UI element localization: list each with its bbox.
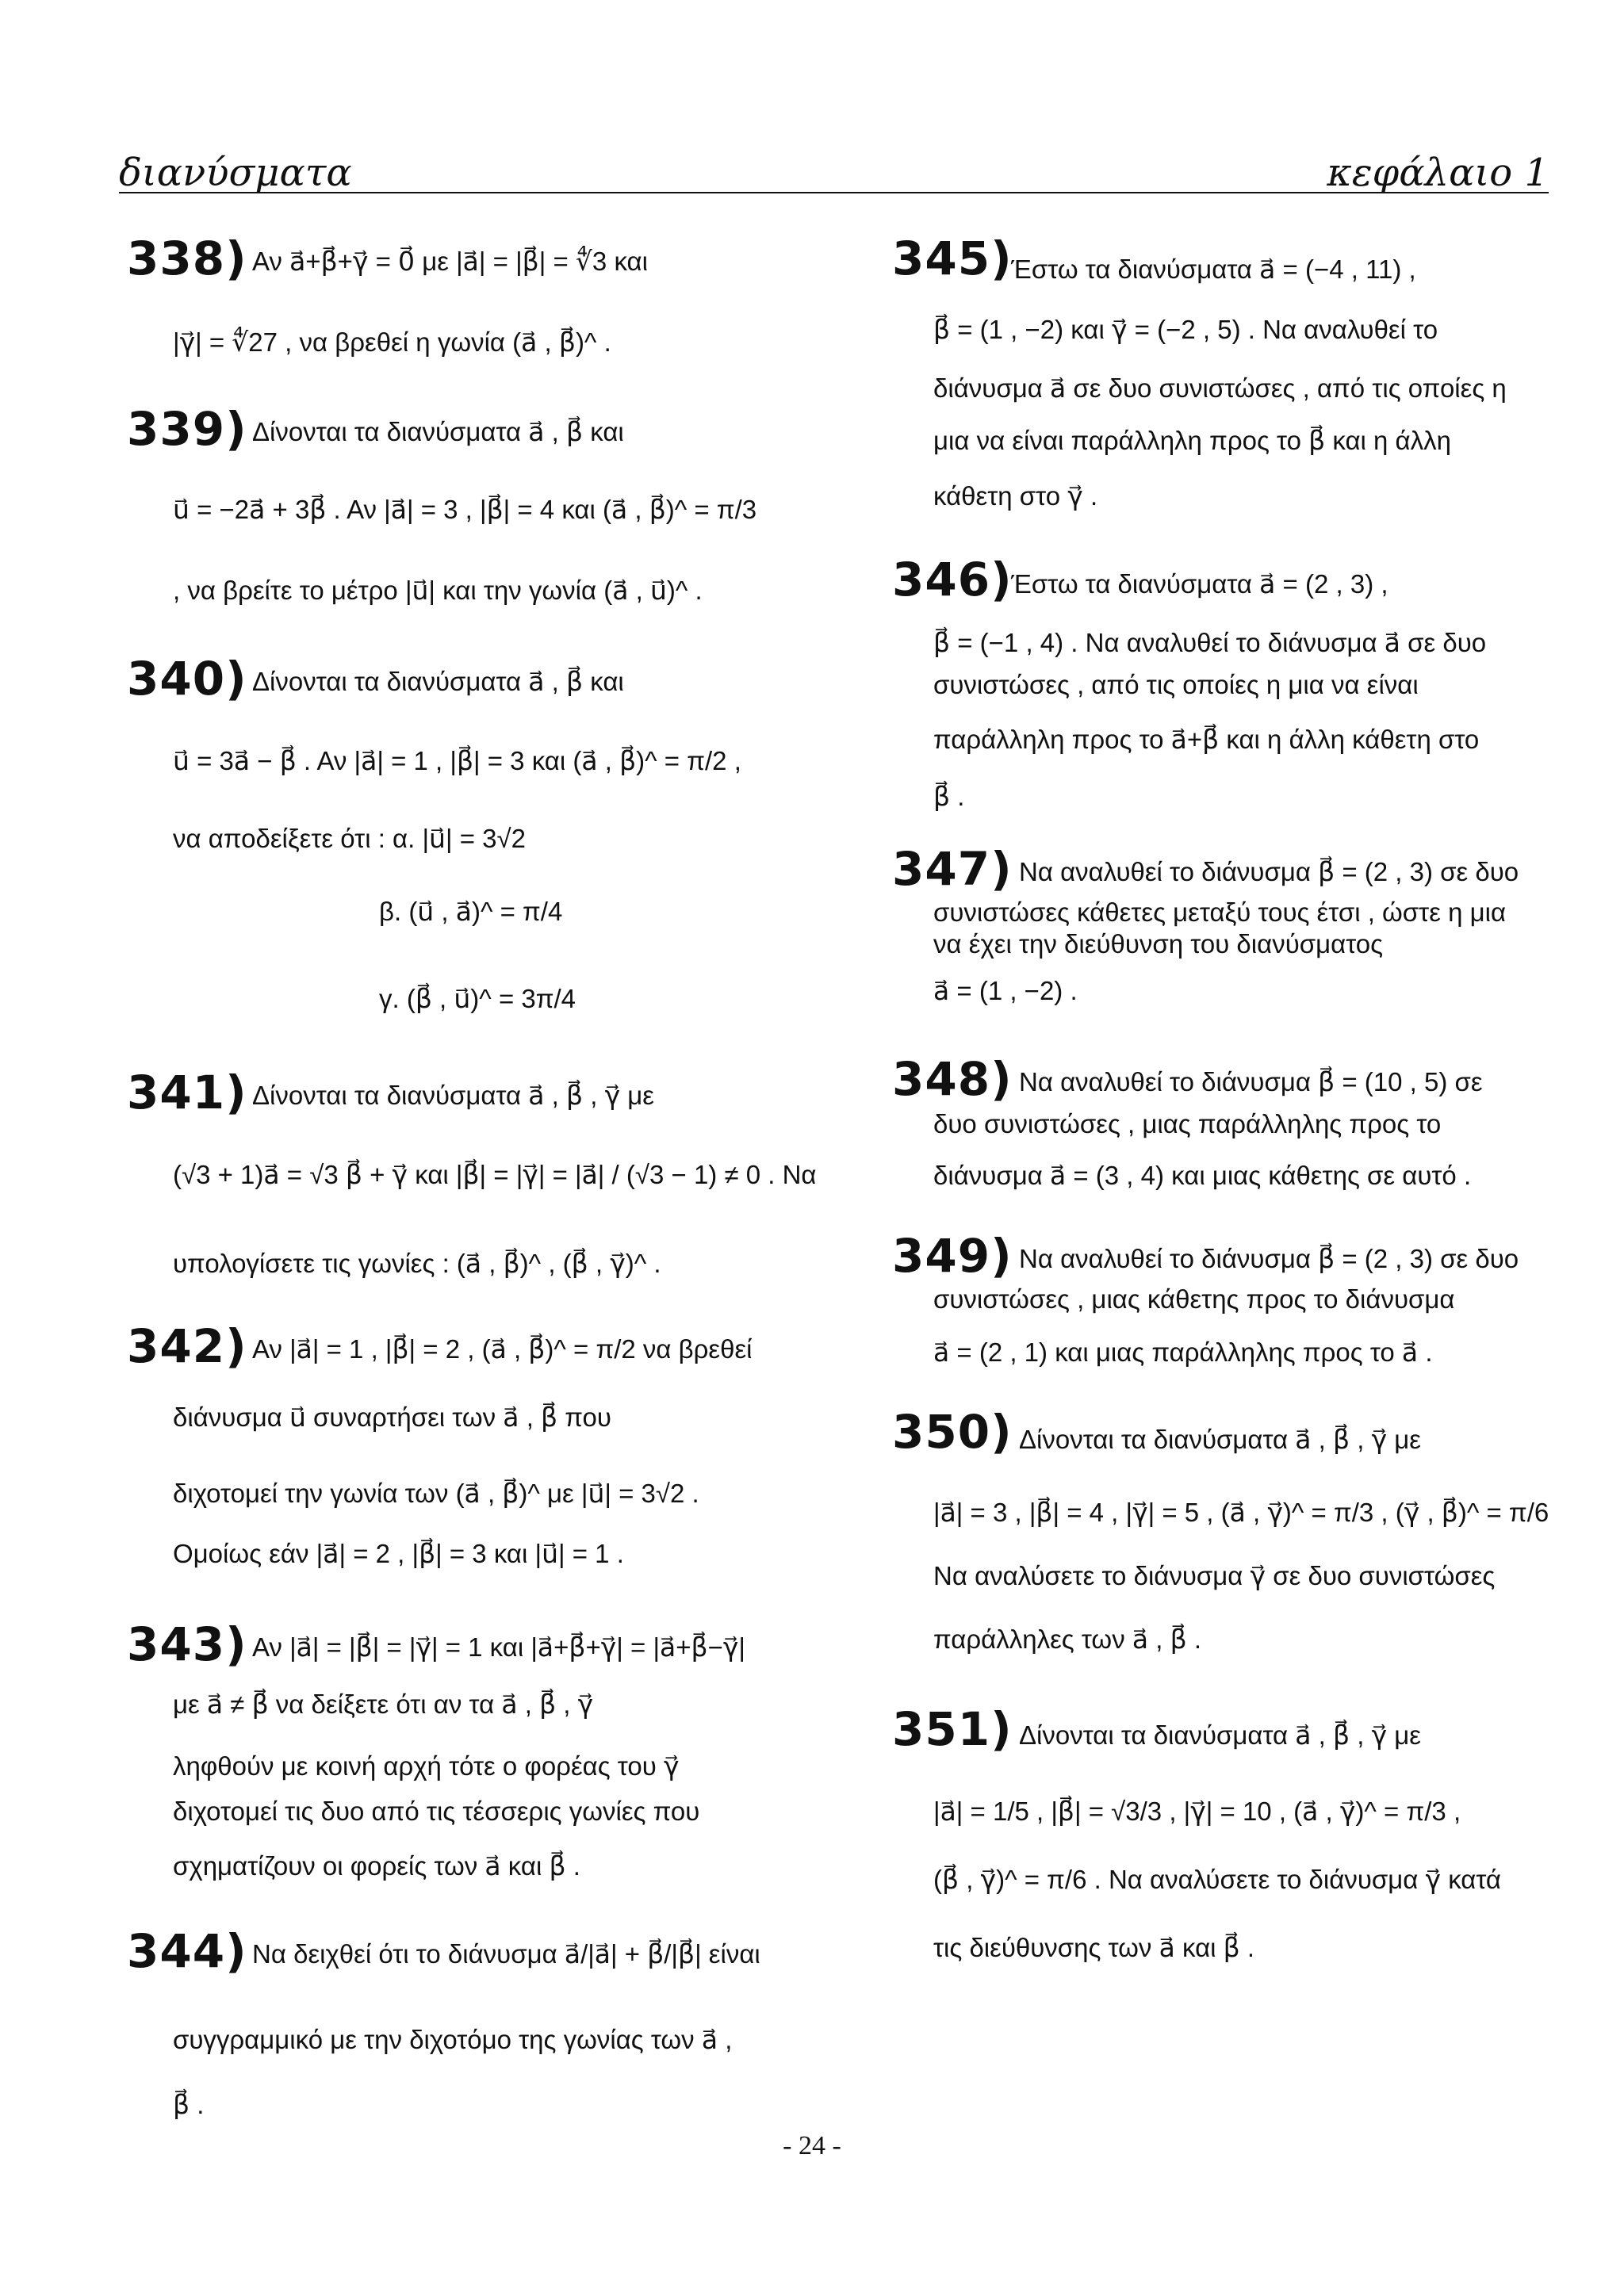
page-number: - 24 - xyxy=(783,2131,841,2160)
problem-text-line: |γ⃗| = ∜27 , να βρεθεί η γωνία (a⃗ , β⃗)^ . xyxy=(173,327,611,357)
header-rule xyxy=(119,192,1549,193)
problem-339 xyxy=(127,402,809,607)
problem-text-line: παράλληλη προς το a⃗+β⃗ και η άλλη κάθετη στο xyxy=(933,725,1480,754)
problem-text-line: Έστω τα διανύσματα a⃗ = (2 , 3) , xyxy=(1011,569,1388,599)
problem-text-line: Δίνονται τα διανύσματα a⃗ , β⃗ , γ⃗ με xyxy=(1019,1425,1422,1454)
header-chapter-number: κεφάλαιο 1 xyxy=(1327,151,1549,195)
problem-343 xyxy=(127,1617,809,1909)
header-chapter-topic: διανύσματα xyxy=(119,151,352,195)
problem-text-line: να έχει την διεύθυνση του διανύσματος xyxy=(933,929,1384,959)
problem-text-line: δυο συνιστώσες , μιας παράλληλης προς το xyxy=(933,1109,1442,1138)
problem-text-line: β⃗ . xyxy=(933,782,965,811)
problem-number: 349) xyxy=(892,1229,1013,1283)
problem-text-line: Να αναλυθεί το διάνυσμα β⃗ = (10 , 5) σε xyxy=(1019,1067,1483,1096)
problem-text-line: |a⃗| = 3 , |β⃗| = 4 , |γ⃗| = 5 , (a⃗ , γ⃗)^ = π/3 , (γ⃗ , β⃗)^ = π/6 xyxy=(933,1498,1549,1527)
problem-text-line: |a⃗| = 1/5 , |β⃗| = √3/3 , |γ⃗| = 10 , (a⃗ , γ⃗)^ = π/3 , xyxy=(933,1797,1461,1826)
problem-number: 345) xyxy=(892,232,1013,285)
problem-text-line: να αποδείξετε ότι : α. |u⃗| = 3√2 xyxy=(173,824,526,853)
problem-text-line: συγγραμμικό με την διχοτόμο της γωνίας των a⃗ , xyxy=(173,2025,733,2054)
problem-text-line: , να βρείτε το μέτρο |u⃗| και την γωνία (a⃗ , u⃗)^ . xyxy=(173,576,703,605)
problem-text-line: Ομοίως εάν |a⃗| = 2 , |β⃗| = 3 και |u⃗| = 1 . xyxy=(173,1539,624,1568)
problem-text-line: ληφθούν με κοινή αρχή τότε ο φορέας του γ⃗ xyxy=(173,1751,680,1781)
problem-341 xyxy=(127,1066,817,1278)
problem-text-line: γ. (β⃗ , u⃗)^ = 3π/4 xyxy=(379,984,576,1013)
problem-text-line: Έστω τα διανύσματα a⃗ = (−4 , 11) , xyxy=(1011,254,1416,284)
problem-text-line: συνιστώσες , από τις οποίες η μια να είναι xyxy=(933,670,1419,699)
problem-344 xyxy=(127,1924,809,2137)
problem-351 xyxy=(892,1702,1550,1978)
problem-text-line: Δίνονται τα διανύσματα a⃗ , β⃗ και xyxy=(252,417,624,446)
problem-text-line: διάνυσμα a⃗ σε δυο συνιστώσες , από τις οποίες η xyxy=(933,373,1507,403)
problem-number: 344) xyxy=(127,1924,247,1978)
problem-text-line: τις διεύθυνσης των a⃗ και β⃗ . xyxy=(933,1933,1255,1962)
problem-338 xyxy=(127,232,809,396)
problem-number: 351) xyxy=(892,1702,1013,1756)
problem-text-line: με a⃗ ≠ β⃗ να δείξετε ότι αν τα a⃗ , β⃗ , γ⃗ xyxy=(173,1689,594,1719)
problem-text-line: διάνυσμα u⃗ συναρτήσει των a⃗ , β⃗ που xyxy=(173,1402,611,1432)
problem-number: 341) xyxy=(127,1066,247,1119)
problem-text-line: παράλληλες των a⃗ , β⃗ . xyxy=(933,1624,1201,1654)
problem-text-line: u⃗ = 3a⃗ − β⃗ . Αν |a⃗| = 1 , |β⃗| = 3 και (a⃗ , β⃗)^ = π/2 , xyxy=(173,746,741,775)
problem-text-line: Να αναλύσετε το διάνυσμα γ⃗ σε δυο συνιστώσες xyxy=(933,1561,1496,1590)
problem-text-line: u⃗ = −2a⃗ + 3β⃗ . Αν |a⃗| = 3 , |β⃗| = 4 και (a⃗ , β⃗)^ = π/3 xyxy=(173,495,757,524)
problem-text-line: Δίνονται τα διανύσματα a⃗ , β⃗ και xyxy=(252,667,624,696)
problem-number: 347) xyxy=(892,842,1013,896)
problem-342 xyxy=(127,1319,809,1595)
problem-text-line: Να αναλυθεί το διάνυσμα β⃗ = (2 , 3) σε δυο xyxy=(1019,857,1519,886)
problem-text-line: διχοτομεί τις δυο από τις τέσσερις γωνίες που xyxy=(173,1797,700,1826)
problem-text-line: Να δειχθεί ότι το διάνυσμα a⃗/|a⃗| + β⃗/|β⃗| είναι xyxy=(252,1939,760,1969)
problem-text-line: συνιστώσες , μιας κάθετης προς το διάνυσμα xyxy=(933,1284,1455,1314)
problem-number: 343) xyxy=(127,1617,247,1671)
problem-text-line: συνιστώσες κάθετες μεταξύ τους έτσι , ώστε η μια xyxy=(933,897,1507,927)
problem-number: 348) xyxy=(892,1052,1013,1106)
problem-text-line: a⃗ = (1 , −2) . xyxy=(933,976,1078,1005)
problem-text-line: β⃗ = (−1 , 4) . Να αναλυθεί το διάνυσμα a⃗ σε δυο xyxy=(933,628,1487,657)
problem-text-line: διάνυσμα a⃗ = (3 , 4) και μιας κάθετης σε αυτό . xyxy=(933,1161,1472,1190)
problem-346 xyxy=(892,553,1550,821)
problem-text-line: β⃗ = (1 , −2) και γ⃗ = (−2 , 5) . Να αναλυθεί το xyxy=(933,315,1438,344)
problem-text-line: β⃗ . xyxy=(173,2090,205,2119)
problem-text-line: Δίνονται τα διανύσματα a⃗ , β⃗ , γ⃗ με xyxy=(252,1081,655,1110)
problem-number: 346) xyxy=(892,553,1013,607)
problem-text-line: (β⃗ , γ⃗)^ = π/6 . Να αναλύσετε το διάνυσμα γ⃗ κατά xyxy=(933,1865,1502,1894)
problem-number: 339) xyxy=(127,402,247,456)
problem-348 xyxy=(892,1052,1550,1217)
problem-number: 342) xyxy=(127,1319,247,1373)
problem-text-line: κάθετη στο γ⃗ . xyxy=(933,481,1098,511)
problem-340 xyxy=(127,652,809,1013)
problem-350 xyxy=(892,1405,1550,1665)
problem-text-line: Να αναλυθεί το διάνυσμα β⃗ = (2 , 3) σε δυο xyxy=(1019,1244,1519,1273)
problem-text-line: a⃗ = (2 , 1) και μιας παράλληλης προς το a⃗ . xyxy=(933,1337,1433,1367)
problem-text-line: β. (u⃗ , a⃗)^ = π/4 xyxy=(379,897,563,926)
problem-text-line: Αν a⃗+β⃗+γ⃗ = 0⃗ με |a⃗| = |β⃗| = ∜3 και xyxy=(252,247,648,276)
problem-text-line: Αν |a⃗| = 1 , |β⃗| = 2 , (a⃗ , β⃗)^ = π/2 να βρεθεί xyxy=(252,1334,753,1364)
problem-text-line: διχοτομεί την γωνία των (a⃗ , β⃗)^ με |u⃗| = 3√2 . xyxy=(173,1479,699,1508)
problem-number: 338) xyxy=(127,232,247,285)
problem-text-line: σχηματίζουν οι φορείς των a⃗ και β⃗ . xyxy=(173,1851,580,1881)
problem-text-line: Αν |a⃗| = |β⃗| = |γ⃗| = 1 και |a⃗+β⃗+γ⃗| = |a⃗+β⃗−γ⃗| xyxy=(252,1632,745,1662)
problem-number: 340) xyxy=(127,652,247,706)
problem-text-line: (√3 + 1)a⃗ = √3 β⃗ + γ⃗ και |β⃗| = |γ⃗| = |a⃗| / (√3 − 1) ≠ 0 . Να xyxy=(173,1160,817,1189)
problem-text-line: Δίνονται τα διανύσματα a⃗ , β⃗ , γ⃗ με xyxy=(1019,1720,1422,1750)
problem-text-line: μια να είναι παράλληλη προς το β⃗ και η άλλη xyxy=(933,426,1451,455)
problem-345 xyxy=(892,232,1550,523)
problem-number: 350) xyxy=(892,1405,1013,1459)
problem-347 xyxy=(892,842,1550,1039)
problem-text-line: υπολογίσετε τις γωνίες : (a⃗ , β⃗)^ , (β⃗ , γ⃗)^ . xyxy=(173,1249,661,1278)
problem-349 xyxy=(892,1229,1550,1394)
